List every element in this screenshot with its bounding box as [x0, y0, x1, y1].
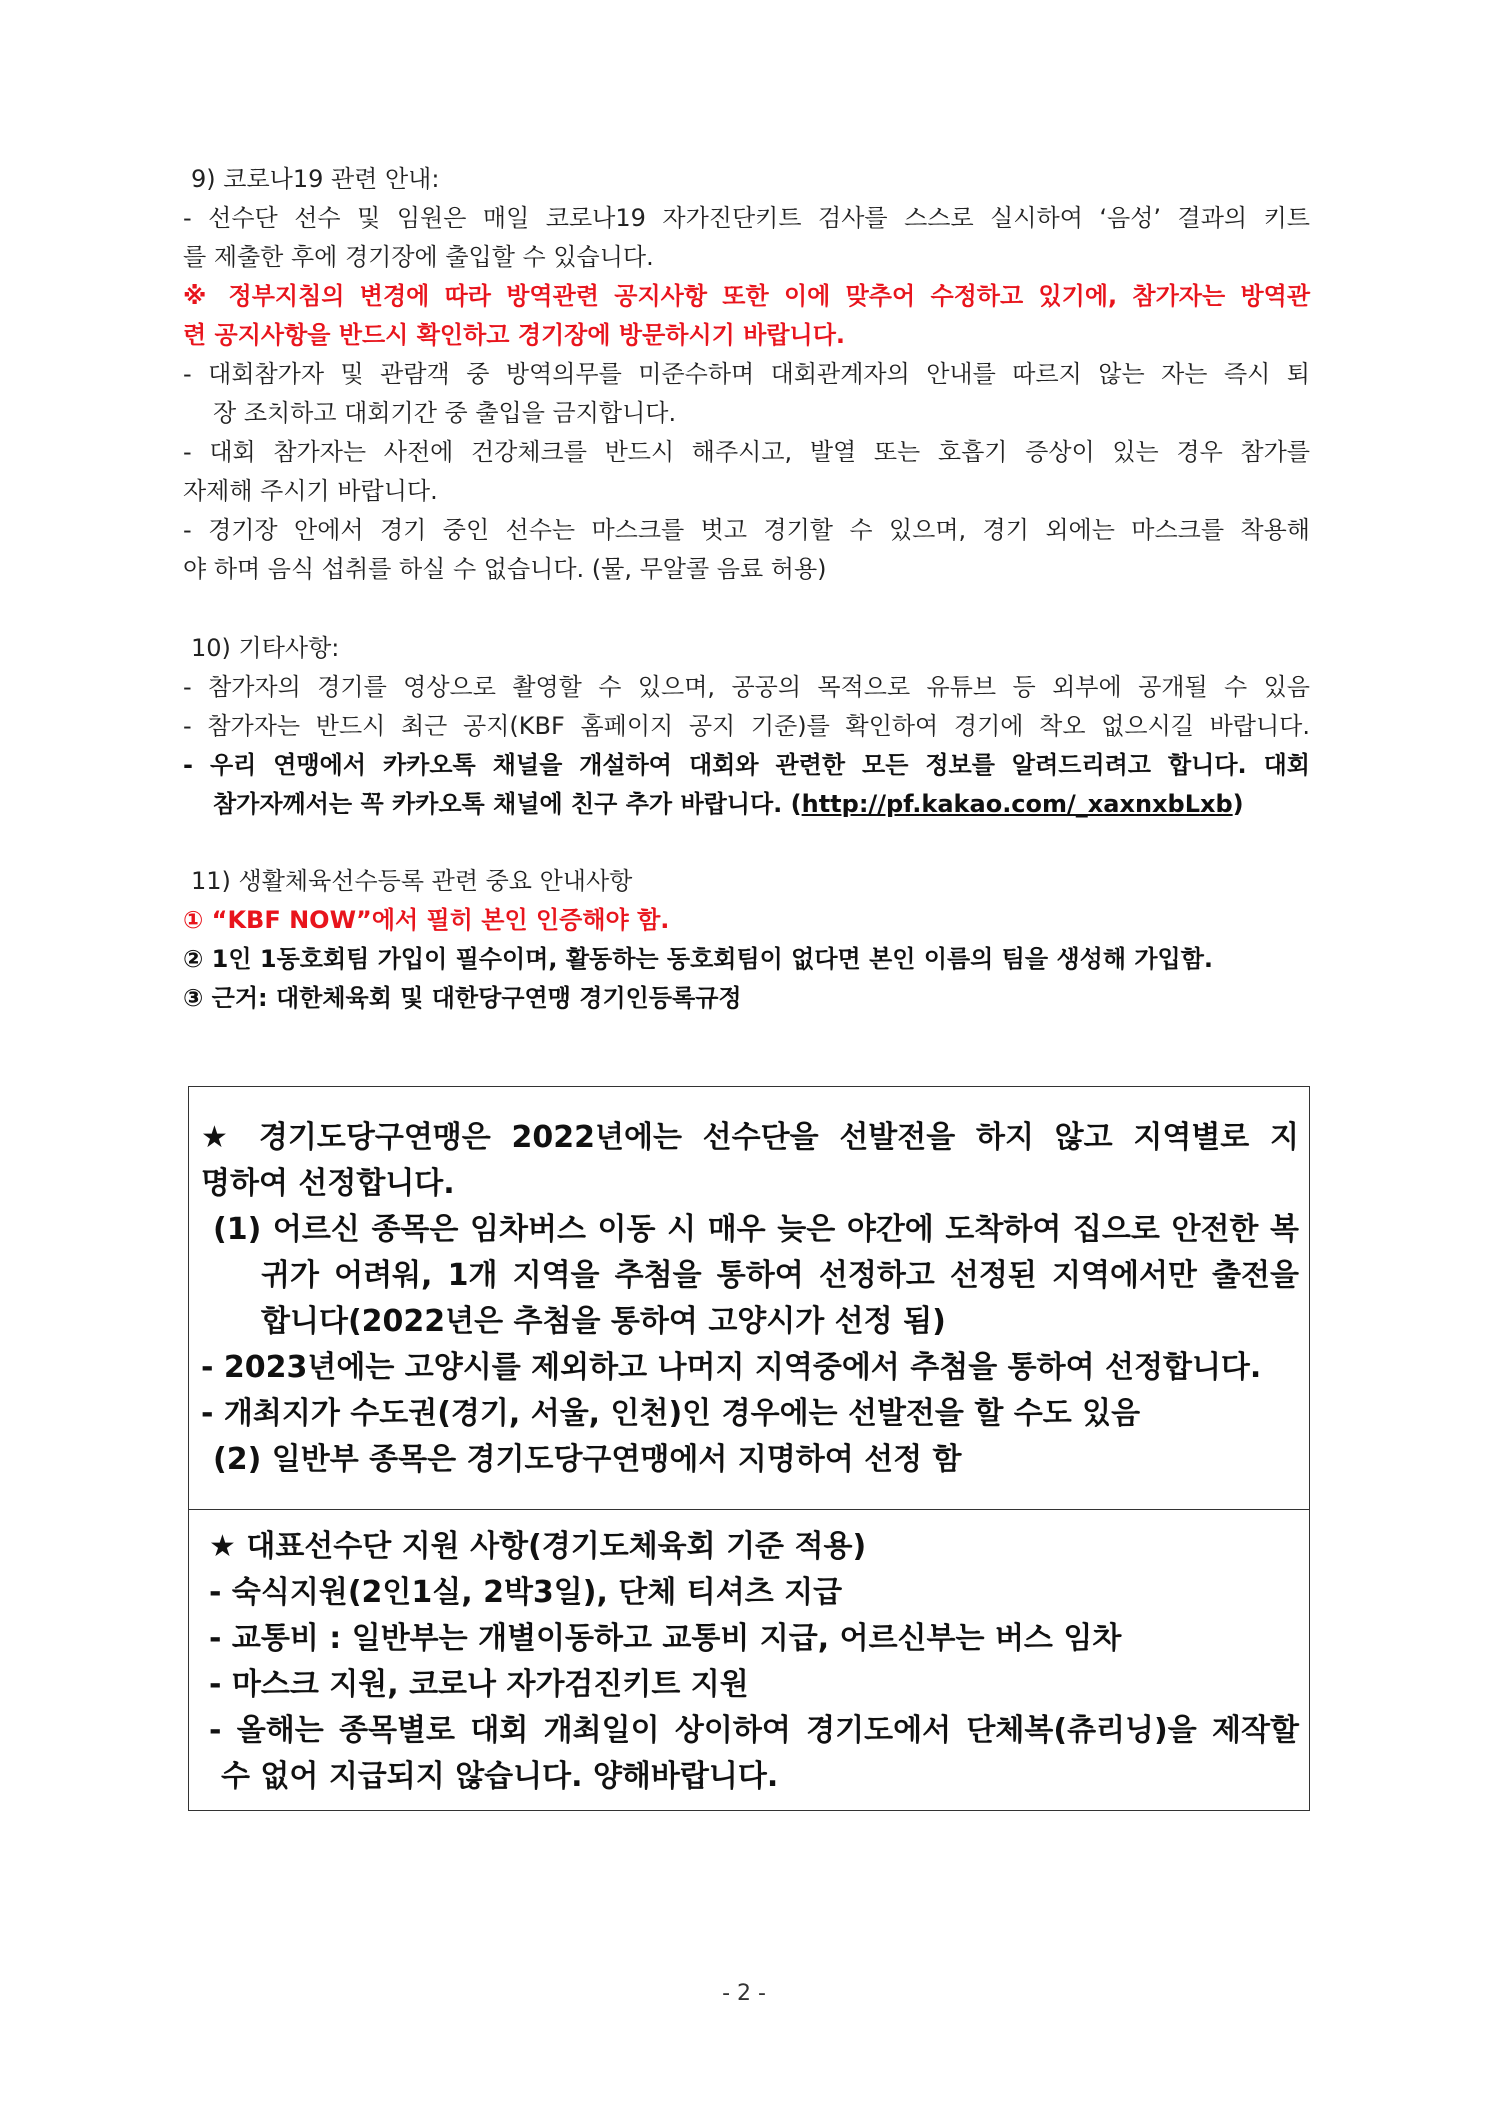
- section-9-line: 야 하며 음식 섭취를 하실 수 없습니다. (물, 무알콜 음료 허용): [183, 555, 827, 583]
- section-11-item-3: ③ 근거: 대한체육회 및 대한당구연맹 경기인등록규정: [183, 984, 742, 1012]
- section-9-line: - 경기장 안에서 경기 중인 선수는 마스크를 벗고 경기할 수 있으며, 경기 외에는 마스크를 착용해: [183, 516, 1310, 544]
- section-9-line: 장 조치하고 대회기간 중 출입을 금지합니다.: [213, 399, 677, 427]
- section-11-item-1: ① “KBF NOW”에서 필히 본인 인증해야 함.: [183, 906, 670, 934]
- box-2-line: ★ 대표선수단 지원 사항(경기도체육회 기준 적용): [209, 1529, 867, 1564]
- box-1-line: 합니다(2022년은 추첨을 통하여 고양시가 선정 됨): [261, 1304, 946, 1339]
- section-9-line: 자제해 주시기 바랍니다.: [183, 477, 438, 505]
- box-2-line: 수 없어 지급되지 않습니다. 양해바랍니다.: [221, 1759, 779, 1794]
- box-2-line: - 올해는 종목별로 대회 개최일이 상이하여 경기도에서 단체복(츄리닝)을 제작할: [209, 1713, 1299, 1748]
- section-10-line: - 참가자는 반드시 최근 공지(KBF 홈페이지 공지 기준)를 확인하여 경기에 착오 없으시길 바랍니다.: [183, 712, 1310, 740]
- section-9-line: - 선수단 선수 및 임원은 매일 코로나19 자가진단키트 검사를 스스로 실시하여 ‘음성’ 결과의 키트: [183, 204, 1310, 232]
- box-1-line: (1) 어르신 종목은 임차버스 이동 시 매우 늦은 야간에 도착하여 집으로 안전한 복: [213, 1212, 1299, 1247]
- section-9-line: - 대회 참가자는 사전에 건강체크를 반드시 해주시고, 발열 또는 호흡기 증상이 있는 경우 참가를: [183, 438, 1310, 466]
- section-11-item-2: ② 1인 1동호회팀 가입이 필수이며, 활동하는 동호회팀이 없다면 본인 이름의 팀을 생성해 가입함.: [183, 945, 1214, 973]
- box-1-line: 명하여 선정합니다.: [201, 1166, 455, 1201]
- kakao-notice-suffix: ): [1232, 790, 1244, 818]
- notice-body: [183, 160, 1310, 1018]
- box-2-line: - 교통비 : 일반부는 개별이동하고 교통비 지급, 어르신부는 버스 임차: [209, 1621, 1122, 1656]
- box-2-line: - 마스크 지원, 코로나 자가검진키트 지원: [209, 1667, 749, 1702]
- section-10-title: 10) 기타사항:: [191, 634, 340, 662]
- box-1-line: ★ 경기도당구연맹은 2022년에는 선수단을 선발전을 하지 않고 지역별로 지: [201, 1120, 1299, 1155]
- box-1-line: - 2023년에는 고양시를 제외하고 나머지 지역중에서 추첨을 통하여 선정합니다.: [201, 1350, 1262, 1385]
- section-10-line: - 참가자의 경기를 영상으로 촬영할 수 있으며, 공공의 목적으로 유튜브 등 외부에 공개될 수 있음: [183, 673, 1310, 701]
- box-1-line: 귀가 어려워, 1개 지역을 추첨을 통하여 선정하고 선정된 지역에서만 출전을: [261, 1258, 1299, 1293]
- spacer: [183, 824, 1310, 862]
- covid-warning-line: 련 공지사항을 반드시 확인하고 경기장에 방문하시기 바랍니다.: [183, 321, 846, 349]
- selection-notice-box: [188, 1086, 1310, 1510]
- kakao-notice-line: - 우리 연맹에서 카카오톡 채널을 개설하여 대회와 관련한 모든 정보를 알려드리려고 합니다. 대회: [183, 751, 1310, 779]
- page-number: - 2 -: [722, 1981, 766, 2006]
- kakao-channel-link[interactable]: http://pf.kakao.com/_xaxnxbLxb: [801, 790, 1233, 818]
- box-1-line: (2) 일반부 종목은 경기도당구연맹에서 지명하여 선정 함: [213, 1442, 962, 1477]
- team-support-box: [188, 1509, 1310, 1811]
- covid-warning-line: ※ 정부지침의 변경에 따라 방역관련 공지사항 또한 이에 맞추어 수정하고 있기에, 참가자는 방역관: [183, 282, 1310, 310]
- section-9-line: 를 제출한 후에 경기장에 출입할 수 있습니다.: [183, 243, 654, 271]
- kakao-notice-line: [183, 785, 1310, 824]
- box-1-line: - 개최지가 수도권(경기, 서울, 인천)인 경우에는 선발전을 할 수도 있음: [201, 1396, 1141, 1431]
- section-9-title: 9) 코로나19 관련 안내:: [191, 165, 440, 193]
- box-2-line: - 숙식지원(2인1실, 2박3일), 단체 티셔츠 지급: [209, 1575, 843, 1610]
- section-11-title: 11) 생활체육선수등록 관련 중요 안내사항: [191, 867, 633, 895]
- spacer: [183, 589, 1310, 629]
- section-9-line: - 대회참가자 및 관람객 중 방역의무를 미준수하며 대회관계자의 안내를 따르지 않는 자는 즉시 퇴: [183, 360, 1310, 388]
- kakao-notice-prefix: 참가자께서는 꼭 카카오톡 채널에 친구 추가 바랍니다. (: [213, 790, 802, 818]
